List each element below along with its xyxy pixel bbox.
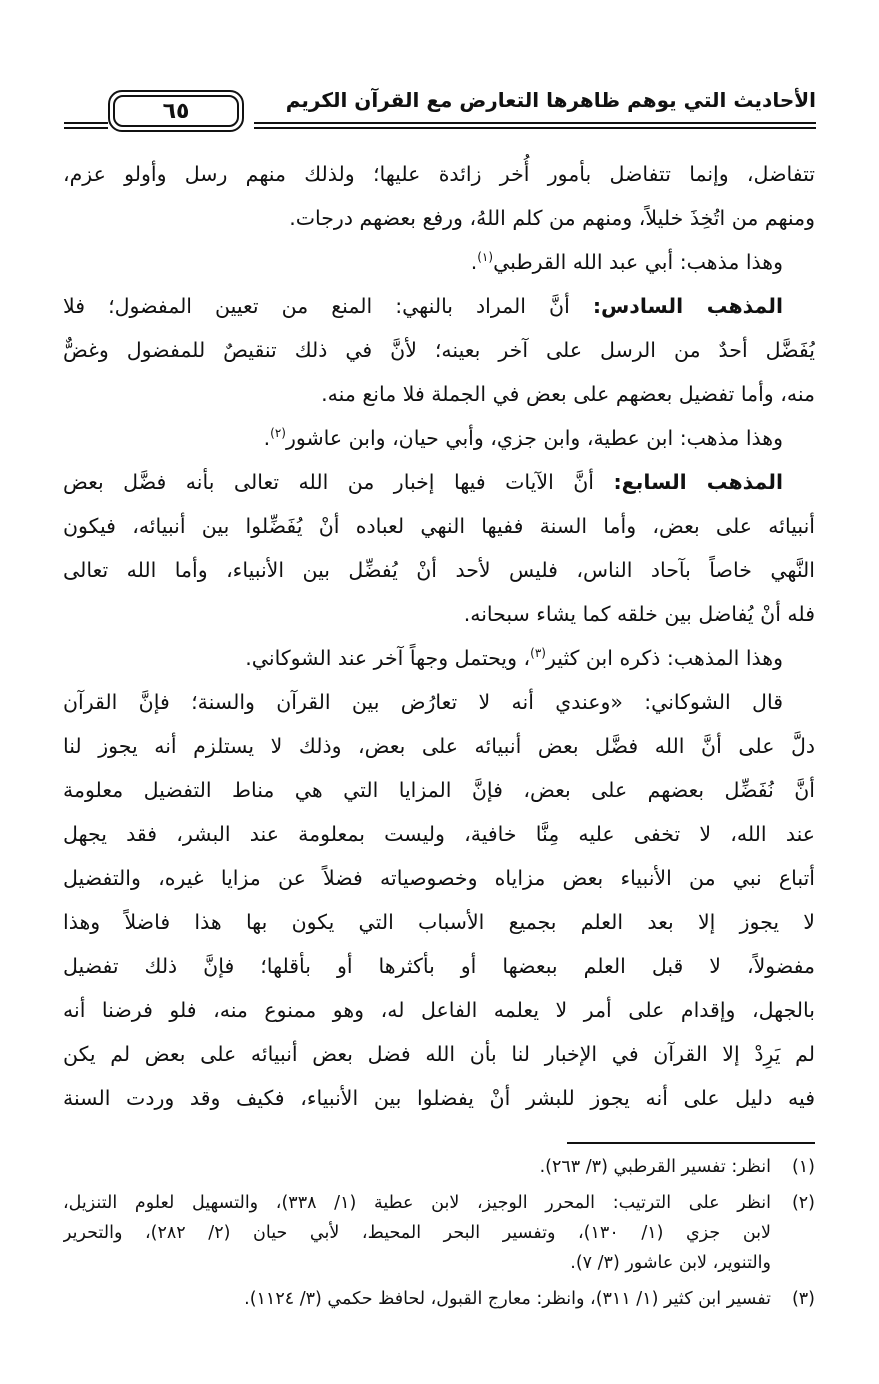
line-text: قال الشوكاني: «وعندي أنه لا تعارُض بين القرآن والسنة؛ فإنَّ القرآن xyxy=(63,690,783,714)
line-text: وهذا مذهب: أبي عبد الله القرطبي xyxy=(493,250,783,274)
line-text: بالجهل، وإقدام على أمر لا يعلمه الفاعل له، وهو ممنوع منه، فلو فرضنا أنه xyxy=(63,998,815,1022)
text-line xyxy=(63,900,815,944)
main-text xyxy=(63,152,815,1120)
text-line xyxy=(63,1076,815,1120)
line-text: تتفاضل، وإنما تتفاضل بأمور أُخر زائدة عليها؛ ولذلك منهم رسل وأولو عزم، xyxy=(63,162,815,186)
text-line xyxy=(63,196,815,240)
line-text: . xyxy=(470,250,478,274)
line-text: وهذا المذهب: ذكره ابن كثير xyxy=(545,646,783,670)
line-text: فله أنْ يُفاضل بين خلقه كما يشاء سبحانه. xyxy=(463,602,815,626)
text-line xyxy=(63,240,815,284)
line-text: أنبيائه على بعض، وأما السنة ففيها النهي لعباده أنْ يُفَضِّلوا بين أنبيائه، فيكون xyxy=(63,514,815,538)
text-line xyxy=(63,988,815,1032)
text-line xyxy=(63,812,815,856)
running-title: الأحاديث التي يوهم ظاهرها التعارض مع القرآن الكريم xyxy=(285,88,816,112)
text-line xyxy=(63,856,815,900)
header-rule xyxy=(254,122,816,124)
line-text: أنَّ الآيات فيها إخبار من الله تعالى بأنه فضَّل بعض xyxy=(63,470,594,494)
footnote xyxy=(63,1284,815,1314)
text-line xyxy=(63,724,815,768)
line-text: منه، وأما تفضيل بعضهم على بعض في الجملة فلا مانع منه. xyxy=(321,382,815,406)
line-text: فيه دليل على أنه يجوز للبشر أنْ يفضلوا بين الأنبياء، فكيف وقد وردت السنة xyxy=(63,1086,815,1110)
text-line xyxy=(63,328,815,372)
text-line xyxy=(63,460,815,504)
text-line xyxy=(63,680,815,724)
line-text: مفضولاً، لا قبل العلم ببعضها أو بأكثرها أو بأقلها؛ فإنَّ ذلك تفضيل xyxy=(63,954,815,978)
footnote xyxy=(63,1188,815,1278)
footnote-line: انظر على الترتيب: المحرر الوجيز، لابن عطية (١/ ٣٣٨)، والتسهيل لعلوم التنزيل، xyxy=(63,1193,771,1213)
text-line xyxy=(63,284,815,328)
line-text: ، ويحتمل وجهاً آخر عند الشوكاني. xyxy=(245,646,531,670)
line-text: لا يجوز إلا بعد العلم بجميع الأسباب التي يكون بها هذا فاضلاً وهذا xyxy=(63,910,815,934)
footnote-number: (٢) xyxy=(791,1193,815,1213)
page-number-frame xyxy=(108,90,244,132)
text-line xyxy=(63,504,815,548)
footnote-ref[interactable]: (٢) xyxy=(270,426,286,441)
line-text: أنَّ المراد بالنهي: المنع من تعيين المفضول؛ فلا xyxy=(63,294,570,318)
header-rule xyxy=(64,127,108,129)
header-rule xyxy=(254,127,816,129)
footnote-separator xyxy=(567,1142,815,1144)
footnote-ref[interactable]: (٣) xyxy=(530,646,546,661)
text-line xyxy=(63,944,815,988)
header-rule xyxy=(64,122,108,124)
footnote-line: لابن جزي (١/ ١٣٠)، وتفسير البحر المحيط، لأبي حيان (٢/ ٢٨٢)، والتحرير xyxy=(63,1223,771,1243)
page-header xyxy=(64,82,816,142)
line-text: دلَّ على أنَّ الله فضَّل بعض أنبيائه على بعض، وذلك لا يستلزم أنه يجوز لنا xyxy=(63,734,815,758)
section-heading: المذهب السادس: xyxy=(592,294,783,318)
footnote-line: والتنوير، لابن عاشور (٣/ ٧). xyxy=(570,1253,771,1273)
text-line xyxy=(63,548,815,592)
footnote-line: تفسير ابن كثير (١/ ٣١١)، وانظر: معارج القبول، لحافظ حكمي (٣/ ١١٢٤). xyxy=(244,1289,771,1309)
footnote-number: (٣) xyxy=(791,1289,815,1309)
line-text: أتباع نبي من الأنبياء بعض مزاياه وخصوصياته فضلاً عن مزايا غيره، والتفضيل xyxy=(63,866,815,890)
text-line xyxy=(63,592,815,636)
footnote-number: (١) xyxy=(791,1157,815,1177)
line-text: أنَّ نُفَضِّل بعضهم على بعض، فإنَّ المزايا التي هي مناط التفضيل معلومة xyxy=(63,778,815,802)
footnote-ref[interactable]: (١) xyxy=(477,250,494,265)
text-line xyxy=(63,1032,815,1076)
line-text: يُفَضَّل أحدٌ من الرسل على آخر بعينه؛ لأنَّ في ذلك تنقيصٌ للمفضول وغضٌّ xyxy=(63,338,815,362)
text-line xyxy=(63,636,815,680)
line-text: وهذا مذهب: ابن عطية، وابن جزي، وأبي حيان، وابن عاشور xyxy=(285,426,783,450)
line-text: عند الله، لا تخفى عليه مِنَّا خافية، وليست بمعلومة عند البشر، فقد يجهل xyxy=(63,822,815,846)
line-text: ومنهم من اتُخِذَ خليلاً، ومنهم من كلم اللهُ، ورفع بعضهم درجات. xyxy=(289,206,815,230)
line-text: . xyxy=(263,426,271,450)
text-line xyxy=(63,152,815,196)
footnotes xyxy=(63,1152,815,1314)
footnote xyxy=(63,1152,815,1182)
page-number: ٦٥ xyxy=(113,95,239,127)
line-text: لم يَرِدْ إلا القرآن في الإخبار لنا بأن الله فضل بعض أنبيائه على بعض لم يكن xyxy=(63,1042,815,1066)
footnote-line: انظر: تفسير القرطبي (٣/ ٢٦٣). xyxy=(539,1157,771,1177)
text-line xyxy=(63,416,815,460)
text-line xyxy=(63,768,815,812)
section-heading: المذهب السابع: xyxy=(613,470,783,494)
text-line xyxy=(63,372,815,416)
line-text: النَّهي خاصاً بآحاد الناس، فليس لأحد أنْ يُفضِّل بين الأنبياء، وأما الله تعالى xyxy=(63,558,815,582)
